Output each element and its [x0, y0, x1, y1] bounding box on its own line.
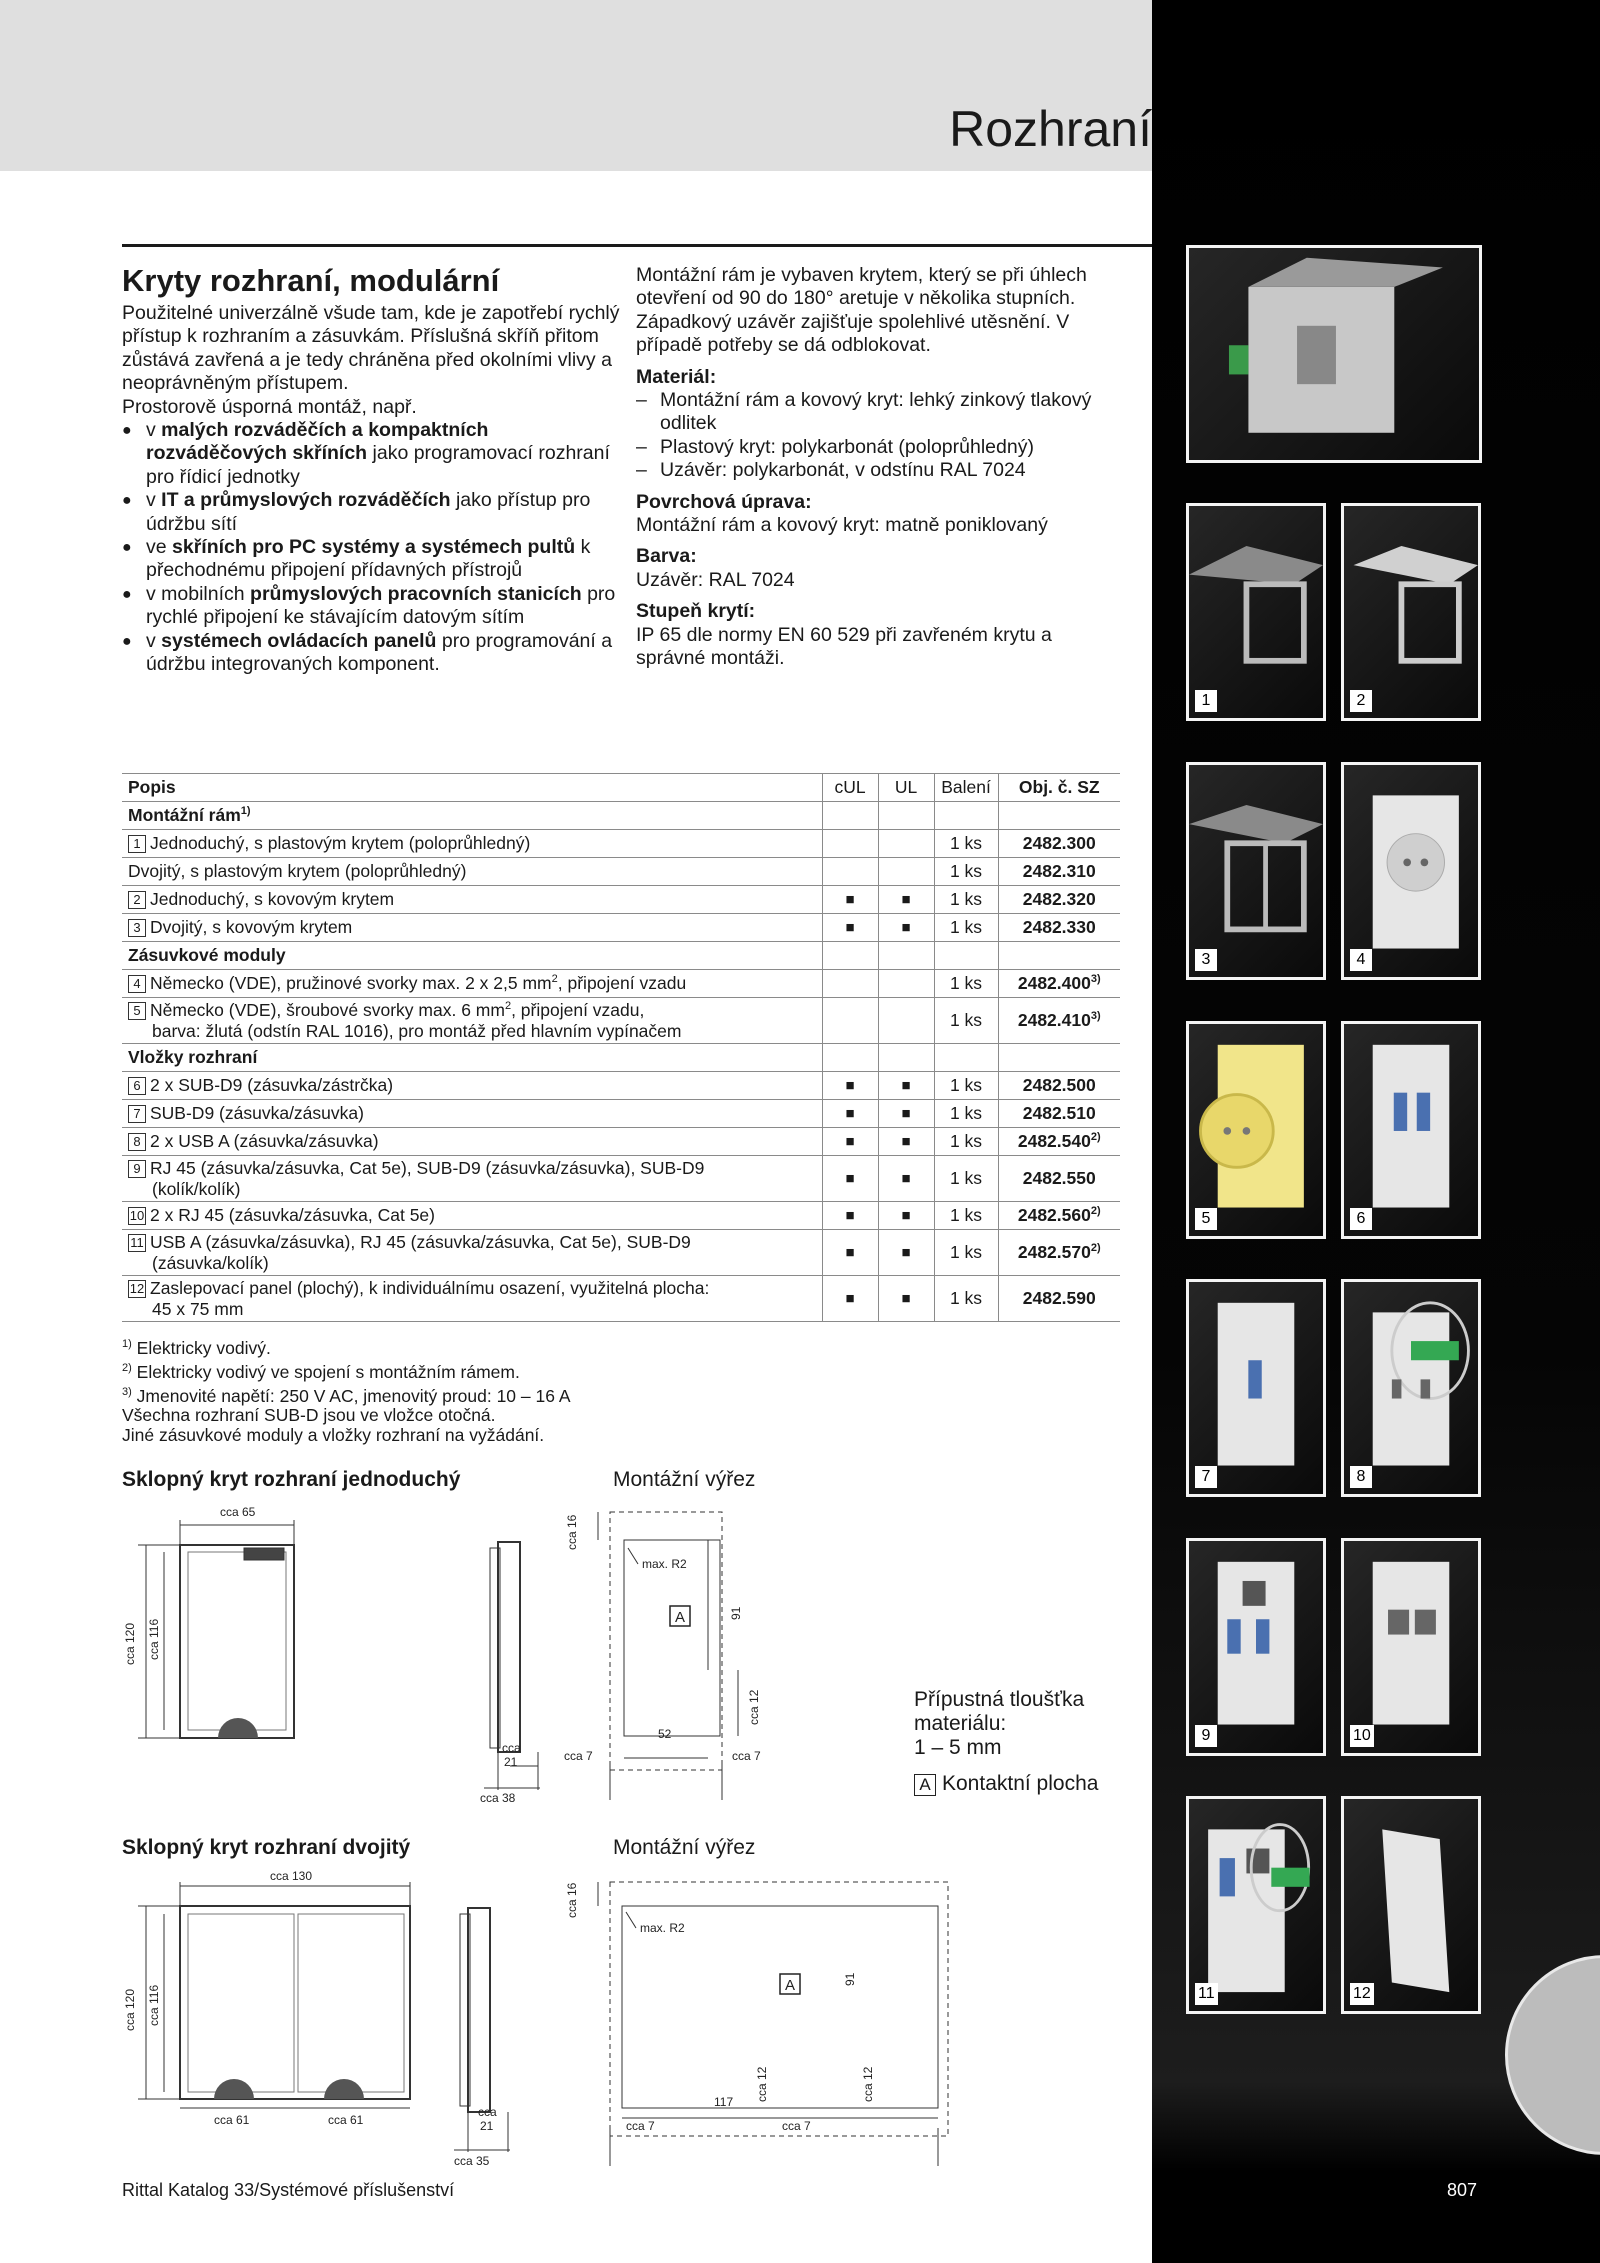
page-number: 807 — [1447, 2180, 1478, 2200]
top-rule — [122, 244, 1152, 247]
item-number: 1 — [128, 835, 146, 853]
svg-text:cca 61: cca 61 — [328, 2113, 364, 2127]
item-number: 12 — [129, 1280, 145, 1296]
svg-text:117: 117 — [714, 2095, 734, 2109]
surface-text: Montážní rám a kovový kryt: matně poniklovaný — [636, 514, 1048, 537]
product-photo — [1186, 1796, 1326, 2014]
table-row: 5 Německo (VDE), šroubové svorky max. 6 $mm^2$, připojení vzadu, barva: žlutá (odstín RAL 1016), pro montáž před hlavním vypínačem 1 ks 2482.410$^{3)}$ — [122, 998, 1120, 1044]
item-number: 8 — [128, 1133, 146, 1151]
table-section-row: Vložky rozhraní — [122, 1044, 1120, 1072]
intro-lead: Prostorově úsporná montáž, např. — [122, 395, 417, 418]
product-photo — [1186, 762, 1326, 980]
footnote: $^{2)}$ Elektricky vodivý ve spojení s montážním rámem. — [122, 1361, 520, 1382]
product-photo — [1186, 1538, 1326, 1756]
item-number: 4 — [128, 975, 146, 993]
svg-text:91: 91 — [843, 1972, 857, 1986]
item-number: 2 — [128, 891, 146, 909]
product-photo — [1186, 1279, 1326, 1497]
svg-text:21: 21 — [504, 1755, 518, 1769]
svg-text:cca 16: cca 16 — [565, 1514, 579, 1550]
product-photo — [1341, 762, 1481, 980]
svg-text:A: A — [675, 1609, 686, 1626]
svg-text:A: A — [785, 1977, 796, 1994]
table-header-row — [122, 774, 1120, 802]
svg-text:cca 116: cca 116 — [147, 1618, 161, 1660]
double-cover-title: Sklopný kryt rozhraní dvojitý — [122, 1836, 411, 1859]
table-row: 8 2 x USB A (zásuvka/zásuvka) ■ ■ 1 ks 2482.540$^{2)}$ — [122, 1128, 1120, 1156]
material-heading: Materiál: — [636, 365, 717, 388]
photo-label: 12 — [1350, 1983, 1374, 2005]
svg-text:cca 38: cca 38 — [480, 1791, 516, 1805]
svg-text:52: 52 — [658, 1727, 672, 1741]
frame-description: Montážní rám je vybaven krytem, který se při úhlech otevření od 90 do 180° aretuje v několika stupních. Západkový uzávěr zajišťuje spolehlivé utěsnění. V případě potřeby se dá odblokovat. — [636, 264, 1087, 357]
material-line: materiálu: — [914, 1712, 1007, 1735]
material-line: Přípustná tloušťka — [914, 1688, 1085, 1711]
section-title: Kryty rozhraní, modulární — [122, 263, 500, 298]
material-line: 1 – 5 mm — [914, 1736, 1002, 1759]
photo-label: 10 — [1350, 1725, 1374, 1747]
photo-label: 11 — [1195, 1983, 1218, 2005]
svg-text:cca 7: cca 7 — [564, 1749, 593, 1763]
svg-text:21: 21 — [480, 2119, 494, 2133]
intro-column — [122, 262, 622, 677]
single-cover-title: Sklopný kryt rozhraní jednoduchý — [122, 1468, 461, 1491]
table-row: 11 USB A (zásuvka/zásuvka), RJ 45 (zásuvka/zásuvka, Cat 5e), SUB-D9 (zásuvka/kolík) ■ ■ 1 ks 2482.570$^{2)}$ — [122, 1230, 1120, 1276]
photo-label: 8 — [1350, 1466, 1372, 1488]
svg-text:cca 65: cca 65 — [220, 1505, 256, 1519]
product-photo — [1341, 503, 1481, 721]
table-section-row: Montážní rám$^{1)}$ — [122, 802, 1120, 830]
contact-legend: A Kontaktní plocha — [914, 1772, 1098, 1796]
col-cul: cUL — [822, 774, 878, 802]
col-order: Obj. č. SZ — [998, 774, 1120, 802]
product-photo-main — [1186, 245, 1482, 463]
table-row: 3 Dvojitý, s kovovým krytem ■ ■ 1 ks 2482.330 — [122, 914, 1120, 942]
single-cutout-title: Montážní výřez — [613, 1468, 756, 1491]
table-row: 10 2 x RJ 45 (zásuvka/zásuvka, Cat 5e) ■ ■ 1 ks 2482.560$^{2)}$ — [122, 1202, 1120, 1230]
table-row: 1 Jednoduchý, s plastovým krytem (poloprůhledný) 1 ks 2482.300 — [122, 830, 1120, 858]
usage-item: ● v mobilních průmyslových pracovních stanicích pro rychlé připojení ke stávajícím datovým sítím — [122, 583, 622, 630]
photo-label: 1 — [1195, 690, 1217, 712]
svg-text:cca 130: cca 130 — [270, 1869, 313, 1883]
svg-text:cca: cca — [502, 1741, 521, 1755]
photo-label: 9 — [1195, 1725, 1217, 1747]
table-row: 6 2 x SUB-D9 (zásuvka/zástrčka) ■ ■ 1 ks 2482.500 — [122, 1072, 1120, 1100]
photo-label: 4 — [1350, 949, 1372, 971]
svg-text:cca 12: cca 12 — [747, 1689, 761, 1725]
footnote: $^{1)}$ Elektricky vodivý. — [122, 1337, 271, 1358]
table-section-row: Zásuvkové moduly — [122, 942, 1120, 970]
svg-text:cca: cca — [478, 2105, 497, 2119]
material-note — [914, 1688, 1098, 1796]
svg-text:cca 12: cca 12 — [755, 2066, 769, 2102]
usage-item: ● v IT a průmyslových rozváděčích jako přístup pro údržbu sítí — [122, 489, 622, 536]
usage-item: ● v systémech ovládacích panelů pro programování a údržbu integrovaných komponent. — [122, 630, 622, 677]
material-item: – Plastový kryt: polykarbonát (poloprůhledný) — [636, 436, 1116, 459]
note-line: Jiné zásuvkové moduly a vložky rozhraní na vyžádání. — [122, 1425, 545, 1446]
photo-label: 5 — [1195, 1208, 1217, 1230]
contact-area-marker: A — [914, 1774, 936, 1796]
color-heading: Barva: — [636, 545, 697, 568]
item-number: 9 — [128, 1160, 146, 1178]
product-photo — [1186, 1021, 1326, 1239]
svg-text:cca 7: cca 7 — [732, 1749, 761, 1763]
color-text: Uzávěr: RAL 7024 — [636, 568, 795, 591]
product-photo — [1341, 1279, 1481, 1497]
spec-column — [636, 264, 1116, 671]
ip-text: IP 65 dle normy EN 60 529 při zavřeném krytu a správné montáži. — [636, 623, 1052, 670]
svg-text:max. R2: max. R2 — [642, 1557, 687, 1571]
col-desc: Popis — [122, 774, 822, 802]
table-row: Dvojitý, s plastovým krytem (poloprůhledný) 1 ks 2482.310 — [122, 858, 1120, 886]
footnote: $^{3)}$ Jmenovité napětí: 250 V AC, jmenovitý proud: 10 – 16 A — [122, 1385, 571, 1406]
svg-text:cca 120: cca 120 — [123, 1622, 137, 1665]
ip-heading: Stupeň krytí: — [636, 600, 756, 623]
page-title: Rozhraní — [949, 101, 1152, 157]
col-ul: UL — [878, 774, 934, 802]
table-row: 12 Zaslepovací panel (plochý), k individuálnímu osazení, využitelná plocha: 45 x 75 mm ■ ■ 1 ks 2482.590 — [122, 1276, 1120, 1322]
usage-item: ● ve skříních pro PC systémy a systémech pultů k přechodnému připojení přídavných přístrojů — [122, 536, 622, 583]
photo-label: 3 — [1195, 949, 1217, 971]
intro-paragraph: Použitelné univerzálně všude tam, kde je zapotřebí rychlý přístup k rozhraním a zásuvkám. Příslušná skříň přitom zůstává zavřená a je tedy chráněna před okolními vlivy a neoprávněným přístupem. — [122, 302, 620, 395]
product-photo — [1341, 1796, 1481, 2014]
item-number: 5 — [128, 1002, 146, 1020]
product-photo — [1341, 1538, 1481, 1756]
svg-text:cca 12: cca 12 — [861, 2066, 875, 2102]
photo-label: 6 — [1350, 1208, 1372, 1230]
item-number: 6 — [128, 1077, 146, 1095]
surface-heading: Povrchová úprava: — [636, 490, 812, 513]
svg-text:91: 91 — [729, 1606, 743, 1620]
item-number: 11 — [128, 1234, 146, 1252]
svg-text:cca 35: cca 35 — [454, 2154, 490, 2168]
item-number: 7 — [128, 1105, 146, 1123]
product-photo — [1341, 1021, 1481, 1239]
svg-text:cca 61: cca 61 — [214, 2113, 250, 2127]
svg-text:cca 7: cca 7 — [626, 2119, 655, 2133]
item-number: 10 — [129, 1208, 145, 1223]
svg-text:cca 116: cca 116 — [147, 1984, 161, 2026]
material-item: – Uzávěr: polykarbonát, v odstínu RAL 7024 — [636, 459, 1116, 482]
single-cover-drawing — [118, 1500, 878, 1805]
footer-catalog: Rittal Katalog 33/Systémové příslušenství — [122, 2180, 455, 2200]
parts-table — [122, 773, 1120, 1322]
usage-item: ● v malých rozváděčích a kompaktních rozváděčových skříních jako programovací rozhraní pro řídicí jednotky — [122, 419, 622, 489]
double-cover-drawing — [118, 1866, 958, 2176]
photo-label: 7 — [1195, 1466, 1217, 1488]
note-line: Všechna rozhraní SUB-D jsou ve vložce otočná. — [122, 1405, 496, 1426]
item-number: 3 — [128, 919, 146, 937]
svg-text:cca 7: cca 7 — [782, 2119, 811, 2133]
svg-text:max. R2: max. R2 — [640, 1921, 685, 1935]
material-item: – Montážní rám a kovový kryt: lehký zinkový tlakový odlitek — [636, 389, 1116, 436]
double-cutout-title: Montážní výřez — [613, 1836, 756, 1859]
table-row: 4 Německo (VDE), pružinové svorky max. 2 x 2,5 $mm^2$, připojení vzadu 1 ks 2482.400$^{3)}$ — [122, 970, 1120, 998]
col-pack: Balení — [934, 774, 998, 802]
table-row: 7 SUB-D9 (zásuvka/zásuvka) ■ ■ 1 ks 2482.510 — [122, 1100, 1120, 1128]
photo-label: 2 — [1350, 690, 1372, 712]
material-list — [636, 389, 1116, 483]
footnotes — [122, 1334, 571, 1445]
svg-text:cca 120: cca 120 — [123, 1988, 137, 2031]
table-row: 9 RJ 45 (zásuvka/zásuvka, Cat 5e), SUB-D9 (zásuvka/zásuvka), SUB-D9 (kolík/kolík) ■ ■ 1 ks 2482.550 — [122, 1156, 1120, 1202]
usage-list — [122, 419, 622, 676]
svg-text:cca 16: cca 16 — [565, 1882, 579, 1918]
product-photo — [1186, 503, 1326, 721]
table-row: 2 Jednoduchý, s kovovým krytem ■ ■ 1 ks 2482.320 — [122, 886, 1120, 914]
